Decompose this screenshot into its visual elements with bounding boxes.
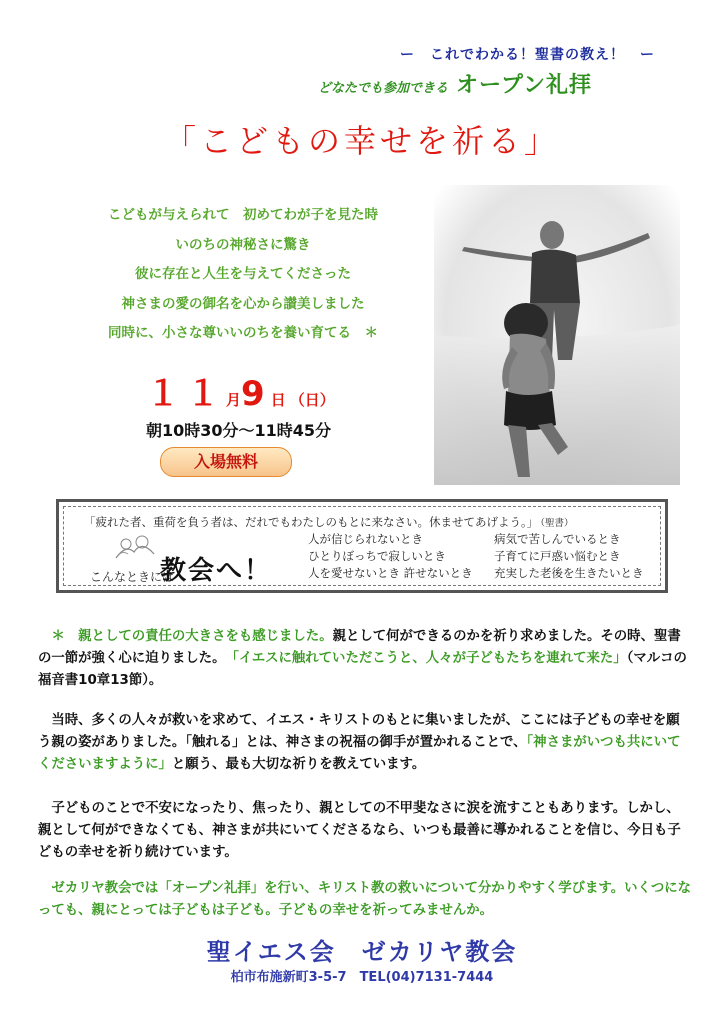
situation-item: 病気で苦しんでいるとき	[494, 532, 621, 546]
paragraph-2	[38, 710, 692, 776]
p2-text-1: 当時、多くの人々が救いを求めて、イエス・キリストのもとに集いましたが、ここには子どもの幸せを願う親の姿がありました。「触れる」とは、神さまの祝福の御手が置かれることで、	[38, 713, 680, 750]
verse-line: 神さまの愛の御名を心から讃美しました	[121, 295, 365, 312]
p4-text: ゼカリヤ教会では「オープン礼拝」を行い、キリスト教の救いについて分かりやすく学びます。いくつになっても、親にとっては子どもは子ども。子どもの幸せを祈ってみませんか。	[38, 881, 692, 918]
situation-item: 人が信じられないとき	[308, 532, 423, 546]
verse-line: いのちの神秘さに驚き	[175, 236, 311, 253]
situations-left	[308, 531, 473, 582]
frame-lead-big: 教会へ！	[160, 556, 273, 586]
situation-item: 子育てに戸惑い悩むとき	[494, 549, 621, 563]
p1-reference: （マルコの福音書10章13節）。	[38, 651, 687, 688]
paragraph-1	[38, 626, 692, 692]
p1-text: 親として何ができるのかを祈り求めました。その時、聖書の一節が強く心に迫りました。	[38, 629, 681, 666]
date-month: １１	[146, 374, 226, 414]
verse-line: こどもが与えられて 初めてわが子を見た時	[108, 207, 378, 223]
paragraph-4	[38, 878, 692, 922]
frame-lead-small: こんなときには	[90, 570, 175, 584]
church-name: 聖イエス会 ゼカリヤ教会	[206, 938, 518, 966]
situation-item: 充実した老後を生きたいとき	[494, 566, 644, 580]
father-child-photo	[434, 185, 680, 485]
bible-quote-text: 「疲れた者、重荷を負う者は、だれでもわたしのもとに来なさい。休ませてあげよう。」	[84, 515, 539, 529]
situations-right	[494, 531, 644, 582]
event-date	[146, 366, 335, 415]
p1-scripture-quote: 「イエスに触れていただこうと、人々が子どもたちを連れて来た」	[232, 651, 627, 666]
p2-text-2: と願う、最も大切な祈りを教えています。	[171, 757, 426, 772]
date-month-unit: 月	[226, 391, 242, 409]
verse-line: 同時に、小さな尊いいのちを養い育てる ＊	[108, 325, 378, 341]
p3-text: 子どものことで不安になったり、焦ったり、親としての不甲斐なさに涙を流すこともあります。しかし、親として何ができなくても、神さまが共にいてくださるなら、いつも最善に導かれることを信じ、今日も子どもの幸せを祈り続けています。	[38, 801, 681, 860]
paragraph-3	[38, 798, 692, 864]
tagline: ー これでわかる！聖書の教え！ ー	[400, 47, 655, 63]
bible-quote	[84, 514, 574, 530]
subtitle	[318, 68, 592, 99]
date-weekday: （日）	[289, 391, 335, 409]
situation-item: 人を愛せないとき 許せないとき	[308, 566, 473, 580]
verse-line: 彼に存在と人生を与えてくださった	[135, 266, 351, 282]
admission-free-badge: 入場無料	[160, 447, 292, 477]
verse-block	[78, 201, 408, 349]
date-day-unit: 日	[270, 391, 286, 409]
p1-highlight: ＊ 親としての責任の大きさをも感じました。	[51, 629, 333, 644]
date-day: 9	[241, 374, 271, 414]
event-time: 朝10時30分～11時45分	[146, 421, 332, 440]
flower-illustration	[112, 532, 158, 562]
church-address: 柏市布施新町3-5-7 TEL(04)7131-7444	[230, 970, 494, 985]
subtitle-main: オープン礼拝	[456, 73, 593, 98]
subtitle-lead: どなたでも参加できる	[318, 81, 449, 96]
page-title: 「こどもの幸せを祈る」	[163, 122, 560, 160]
p2-prayer-quote: 「神さまがいつも共にいてくださいますように」	[38, 735, 681, 772]
situation-item: ひとりぼっちで寂しいとき	[308, 549, 446, 563]
bible-quote-source: （聖書）	[540, 518, 574, 529]
